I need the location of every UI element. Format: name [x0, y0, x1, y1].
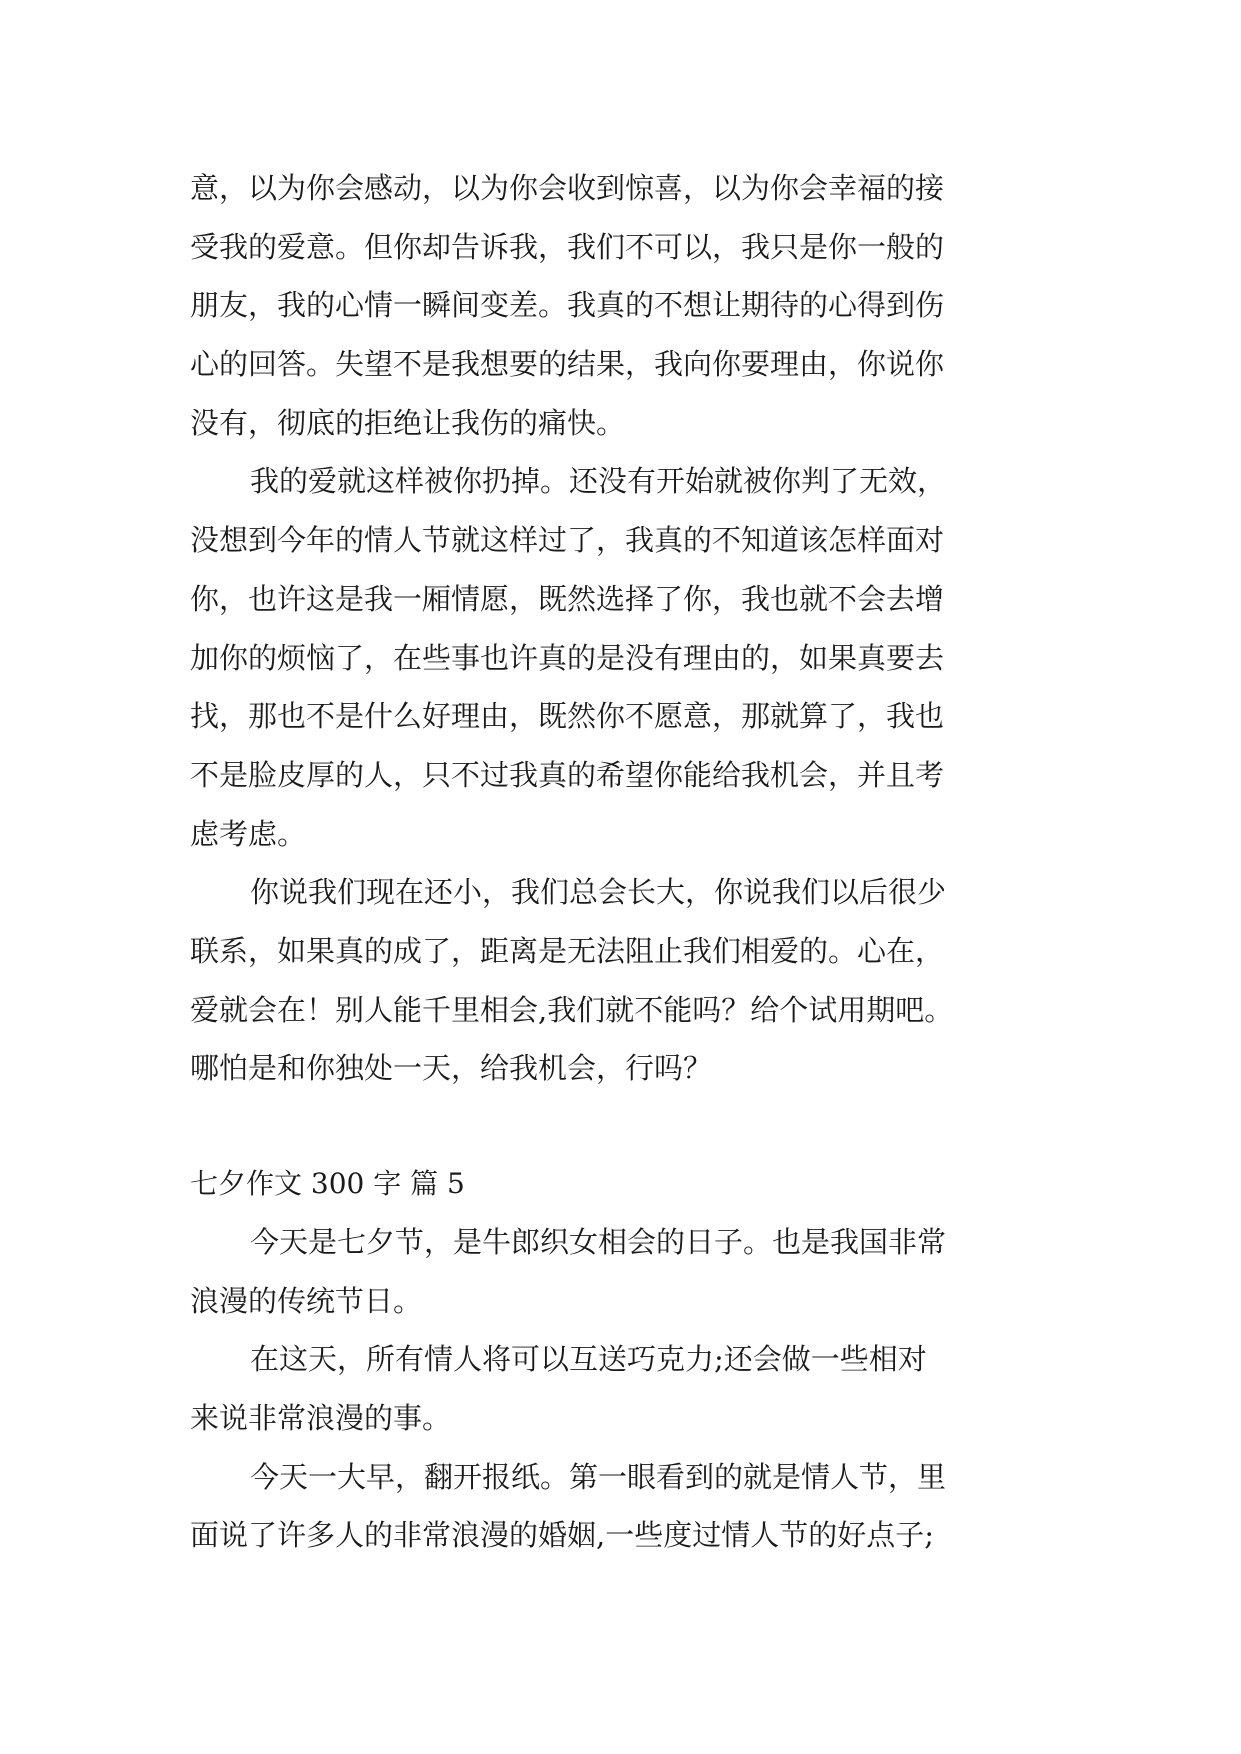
text-line: 受我的爱意。但你却告诉我，我们不可以，我只是你一般的: [190, 229, 945, 264]
essay-text-block-1: [190, 159, 1050, 1098]
text-line: 你，也许这是我一厢情愿，既然选择了你，我也就不会去增: [190, 581, 945, 616]
text-line: 爱就会在！别人能千里相会,我们就不能吗？给个试用期吧。: [190, 992, 954, 1027]
text-line-paragraph-start: 今天一大早，翻开报纸。第一眼看到的就是情人节，里: [250, 1459, 947, 1494]
text-line: 浪漫的传统节日。: [190, 1283, 423, 1318]
text-line: 朋友，我的心情一瞬间变差。我真的不想让期待的心得到伤: [190, 288, 945, 323]
text-line: 意，以为你会感动，以为你会收到惊喜，以为你会幸福的接: [190, 171, 945, 205]
text-line: 没想到今年的情人节就这样过了，我真的不知道该怎样面对: [190, 523, 945, 558]
text-line-paragraph-start: 今天是七夕节，是牛郎织女相会的日子。也是我国非常: [250, 1225, 947, 1259]
text-line: 加你的烦恼了，在些事也许真的是没有理由的，如果真要去: [190, 640, 945, 675]
text-line: 联系，如果真的成了，距离是无法阻止我们相爱的。心在，: [190, 933, 945, 968]
section-heading: 七夕作文 300 字 篇 5: [190, 1167, 465, 1200]
text-line-paragraph-start: 我的爱就这样被你扔掉。还没有开始就被你判了无效，: [250, 464, 947, 499]
text-line: 找，那也不是什么好理由，既然你不愿意，那就算了，我也: [190, 699, 945, 734]
text-line: 不是脸皮厚的人，只不过我真的希望你能给我机会，并且考: [190, 757, 945, 792]
text-line: 心的回答。失望不是我想要的结果，我向你要理由，你说你: [190, 347, 945, 382]
text-line: 哪怕是和你独处一天，给我机会，行吗？: [190, 1051, 713, 1086]
text-line: 虑考虑。: [190, 816, 307, 851]
text-line: 来说非常浪漫的事。: [190, 1401, 452, 1436]
essay-text-block-2: [190, 1213, 1050, 1565]
text-line: 面说了许多人的非常浪漫的婚姻,一些度过情人节的好点子;: [190, 1518, 934, 1553]
text-line-paragraph-start: 你说我们现在还小，我们总会长大，你说我们以后很少: [250, 875, 947, 910]
text-line-paragraph-start: 在这天，所有情人将可以互送巧克力;还会做一些相对: [250, 1342, 927, 1377]
text-line: 没有，彻底的拒绝让我伤的痛快。: [190, 405, 626, 440]
